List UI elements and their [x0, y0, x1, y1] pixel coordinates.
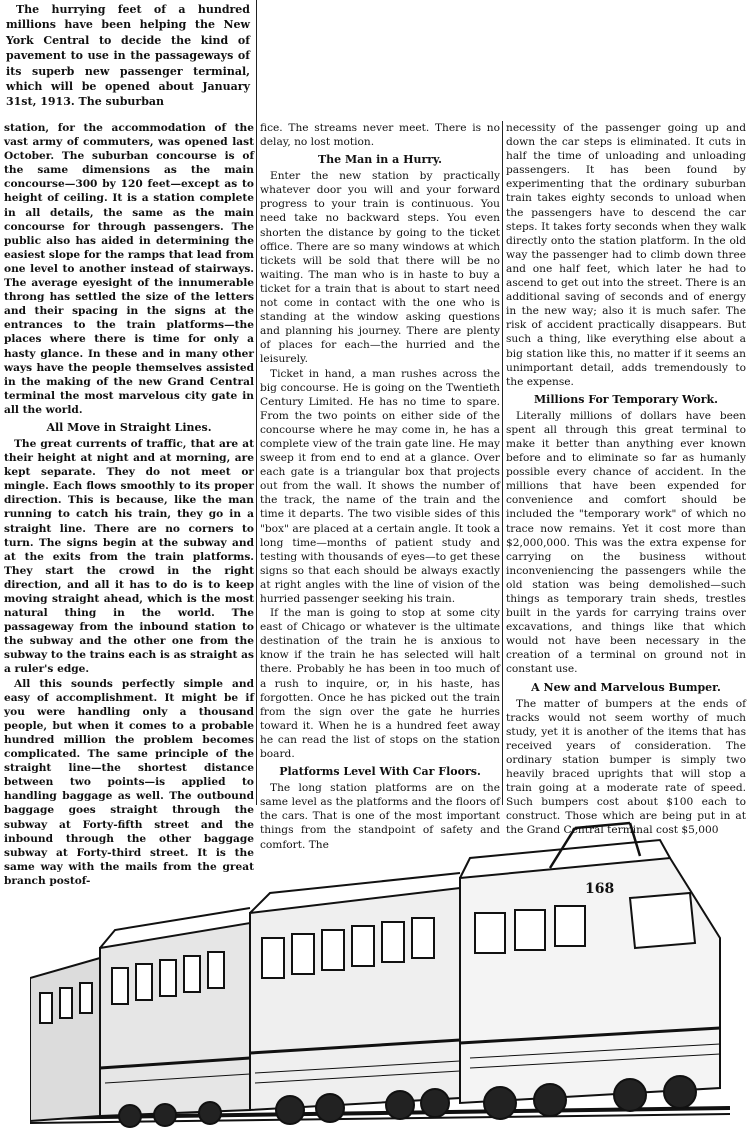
col1-paragraph-3: All this sounds perfectly simple and easy of accomplishment. It might be if you were handling only a thousand people, but when it comes to a probable hundred million the problem becomes complicated. The same principle of the straight line—the shortest distance between two points—is applied to handling baggage as well. The outbound baggage goes straight through the subway at Forty-fifth street and the inbound through the other baggage subway at Forty-third street. It is the same way with the mails from the great branch postof- — [4, 677, 254, 887]
col3-heading-bumper: A New and Marvelous Bumper. — [531, 680, 721, 694]
col3-paragraph-2: Literally millions of dollars have been spent all through this great terminal to make it better than anything ever known before and to eliminate so far as humanly possible every chance of accident. In the millions that have been expended for convenience and comfort should be included the "temporary work" of which no trace now remains. Yet it cost more than $2,000,000. This was the extra expense for carrying on the business without inconveniencing the passengers while the old station was being demolished—such things as temporary train sheds, trestles built in the yards for carrying trains over excavations, and things like that which would not have been necessary in the creation of a terminal on ground not in constant use. — [506, 409, 746, 676]
intro-text: The hurrying feet of a hundred millions have been helping the New York Central to decide the kind of pavement to use in the passageways of its superb new passenger terminal, which will be opened about January 31st, 1913. The suburban — [6, 3, 250, 109]
col1-paragraph-2: The great currents of traffic, that are at their height at night and at morning, are kept separate. They do not meet or mingle. Each flows smoothly to its proper direction. This is because, like the man running to catch his train, they go in a straight line. There are no corners to turn. The signs begin at the subway and at the exits from the train platforms. They start the crowd in the right direction, and all it has to do is to keep moving straight ahead, which is the most natural thing in the world. The passageway from the inbound station to the subway and the other one from the subway to the trains each is as straight as a ruler's edge. — [4, 437, 254, 676]
col2-paragraph-2: Enter the new station by practically whatever door you will and your forward progress to your train is continuous. You need take no backward steps. You even shorten the distance by going to the ticket office. There are so many windows at which tickets will be sold that there will be no waiting. The man who is in haste to buy a ticket for a train that is about to start need not come in contact with the one who is standing at the window asking questions and planning his journey. There are plenty of places for each—the hurried and the leisurely. — [260, 170, 500, 366]
col2-paragraph-4: If the man is going to stop at some city east of Chicago or whatever is the ultimate destination of the train he is anxious to know if the train he has selected will halt there. Probably he has been in too much of a rush to inquire, or, in his haste, has forgotten. Once he has picked out the train from the sign over the gate he hurries toward it. When he is a hundred feet away he can read the list of stops on the station board. — [260, 607, 500, 761]
col2-paragraph-1: fice. The streams never meet. There is no delay, no lost motion. — [260, 122, 500, 149]
col2-heading-platforms: Platforms Level With Car Floors. — [279, 765, 481, 779]
col3-heading-temporary-work: Millions For Temporary Work. — [534, 392, 718, 406]
col3-paragraph-3: The matter of bumpers at the ends of tracks would not seem worthy of much study, yet it is another of the items that has received years of consideration. The ordinary station bumper is simply two heavily braced uprights that will stop a train going at a moderate rate of speed. Such bumpers cost about $100 each to construct. Those which are being put in at the Grand Central terminal cost $5,000 — [506, 697, 746, 837]
column-3 — [506, 121, 746, 838]
col2-paragraph-5: The long station platforms are on the same level as the platforms and the floors of the cars. That is one of the most important things from the standpoint of safety and comfort. The — [260, 782, 500, 851]
col2-heading-man-in-hurry: The Man in a Hurry. — [317, 153, 443, 167]
locomotive-number: 168 — [585, 881, 615, 897]
intro-paragraph — [6, 2, 250, 110]
col2-paragraph-3: Ticket in hand, a man rushes across the big concourse. He is going on the Twentieth Century Limited. He has no time to spare. From the two points on either side of the concourse where he may come in, he has a complete view of the train gate line. He may sweep it from end to end at a glance. Over each gate is a triangular box that projects out from the wall. It shows the number of the track, the name of the train and the time it departs. The two visible sides of this "box" are placed at a certain angle. It took a long time—months of patient study and testing with thousands of eyes—to get these signs so that each should be always exactly at right angles with the line of vision of the hurried passenger seeking his train. — [260, 367, 500, 605]
column-2 — [260, 121, 500, 852]
col1-heading-straight-lines: All Move in Straight Lines. — [46, 420, 212, 434]
column-1 — [4, 121, 254, 888]
electric-train-illustration — [30, 818, 730, 1128]
col3-paragraph-1: necessity of the passenger going up and down the car steps is eliminated. It cuts in half the time of unloading and unloading passengers. It has been found by experimenting that the ordinary suburban train takes eighty seconds to unload when the passengers have to descend the car steps. It takes forty seconds when they walk directly onto the station platform. In the old way the passenger had to climb down three and one half feet, which later he had to ascend to get out into the street. There is an additional saving of seconds and of energy in the new way; also it is much safer. The risk of accident practically disappears. But such a thing, like everything else about a big station like this, no matter if it seems an unimportant detail, adds tremendously to the expense. — [506, 122, 746, 388]
col1-paragraph-1: station, for the accommodation of the vast army of commuters, was opened last October. The suburban concourse is of the same dimensions as the main concourse—300 by 120 feet—except as to height of ceiling. It is a station complete in all details, the same as the main concourse for through passengers. The public also has aided in determining the easiest slope for the ramps that lead from one level to another instead of stairways. The average eyesight of the innumerable throng has settled the size of the letters and their spacing in the signs at the entrances to the train platforms—the places where there is time for only a hasty glance. In these and in many other ways have the people themselves assisted in the making of the new Grand Central terminal the most marvelous city gate in all the world. — [4, 122, 254, 416]
column-rule-right — [502, 121, 503, 805]
column-rule-left — [256, 0, 257, 805]
